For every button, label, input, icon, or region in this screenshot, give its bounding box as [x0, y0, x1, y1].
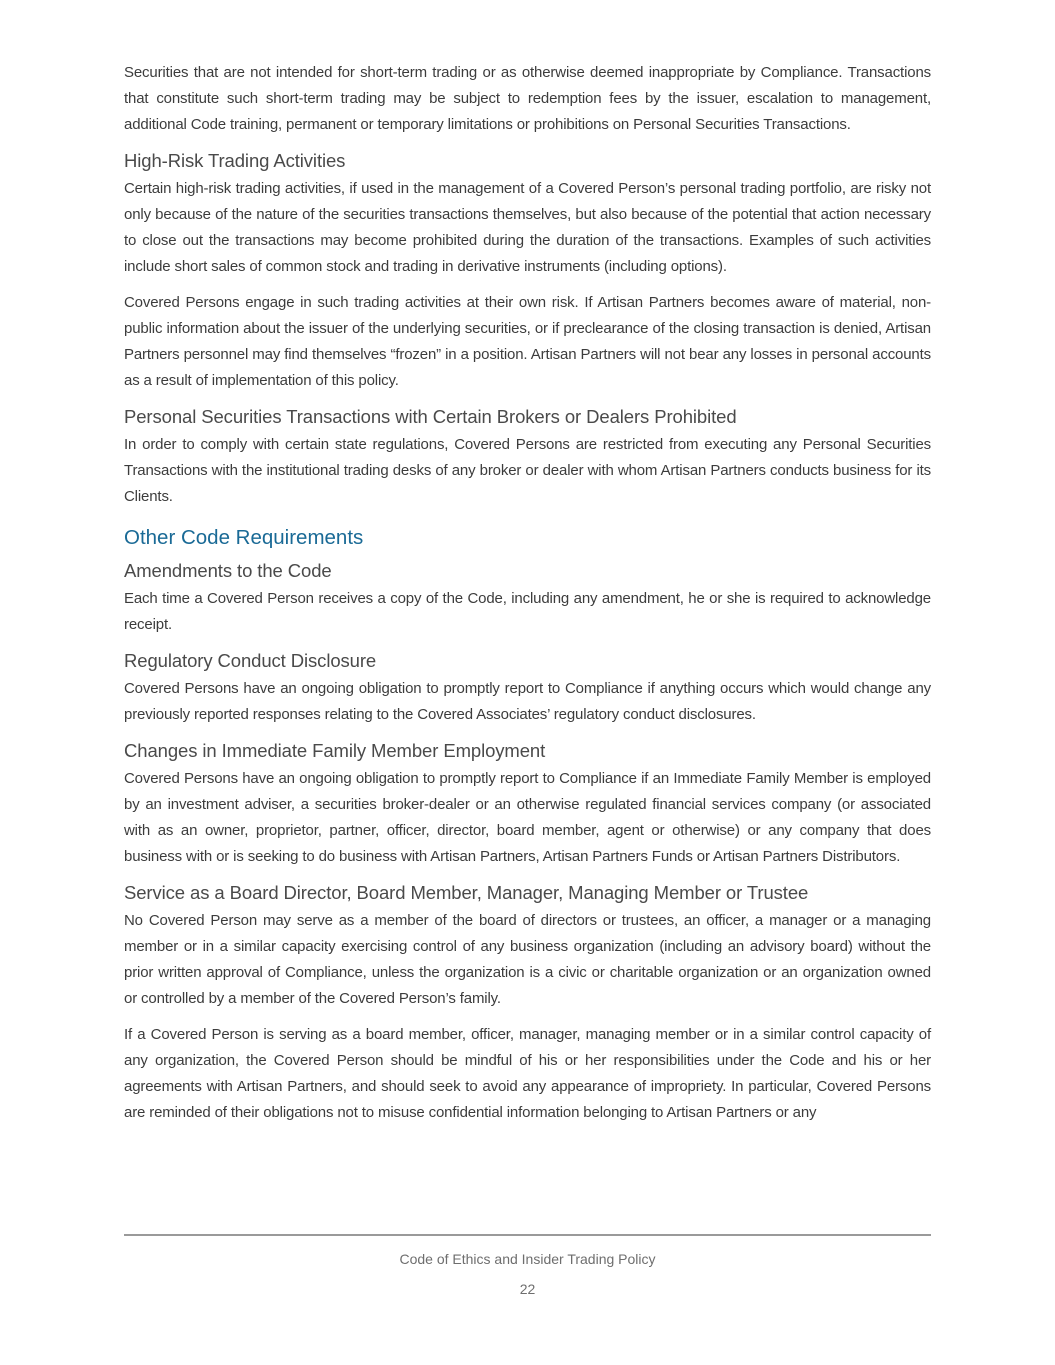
paragraph-intro: Securities that are not intended for short-term trading or as otherwise deemed inappropriate by Compliance. Transactions that constitute such short-term trading may be subject to redemption fees by the issuer, escalation to management, additional Code training, permanent or temporary limitations or prohibitions on Personal Securities Transactions.: [124, 64, 931, 133]
heading-family-employment: Changes in Immediate Family Member Employment: [124, 740, 546, 761]
document-body: [124, 60, 931, 1136]
paragraph-regulatory-disclosure: Covered Persons have an ongoing obligation to promptly report to Compliance if anything occurs which would change any previously reported responses relating to the Covered Associates’ regulatory conduct disclosures.: [124, 680, 931, 723]
footer-divider: [124, 1234, 931, 1236]
heading-brokers-dealers: Personal Securities Transactions with Certain Brokers or Dealers Prohibited: [124, 406, 737, 427]
paragraph-board-service-2: If a Covered Person is serving as a board member, officer, manager, managing member or in a similar control capacity of any organization, the Covered Person should be mindful of his or her responsibilities under the Code and his or her agreements with Artisan Partners, and should seek to avoid any appearance of impropriety. In particular, Covered Persons are reminded of their obligations not to misuse confidential information belonging to Artisan Partners or any: [124, 1026, 931, 1121]
section-title-other-code-requirements: Other Code Requirements: [124, 526, 364, 549]
heading-high-risk-trading: High-Risk Trading Activities: [124, 150, 346, 171]
footer-document-title: Code of Ethics and Insider Trading Policy: [399, 1251, 656, 1267]
heading-amendments: Amendments to the Code: [124, 560, 332, 581]
heading-board-service: Service as a Board Director, Board Member, Manager, Managing Member or Trustee: [124, 882, 809, 903]
paragraph-high-risk-1: Certain high-risk trading activities, if used in the management of a Covered Person’s personal trading portfolio, are risky not only because of the nature of the securities transactions themselves, but also because of the potential that action necessary to close out the transactions may become prohibited during the duration of the transactions. Examples of such activities include short sales of common stock and trading in derivative instruments (including options).: [124, 180, 931, 275]
paragraph-brokers-dealers: In order to comply with certain state regulations, Covered Persons are restricted from executing any Personal Securities Transactions with the institutional trading desks of any broker or dealer with whom Artisan Partners conducts business for its Clients.: [124, 436, 931, 505]
heading-regulatory-disclosure: Regulatory Conduct Disclosure: [124, 650, 377, 671]
paragraph-board-service-1: No Covered Person may serve as a member of the board of directors or trustees, an officer, a manager or a managing member or in a similar capacity exercising control of any business organization (including an advisory board) without the prior written approval of Compliance, unless the organization is a civic or charitable organization or an organization owned or controlled by a member of the Covered Person’s family.: [124, 912, 931, 1007]
footer-page-number: 22: [519, 1281, 536, 1297]
paragraph-high-risk-2: Covered Persons engage in such trading activities at their own risk. If Artisan Partners becomes aware of material, non-public information about the issuer of the underlying securities, or if preclearance of the closing transaction is denied, Artisan Partners personnel may find themselves “frozen” in a position. Artisan Partners will not bear any losses in personal accounts as a result of implementation of this policy.: [124, 294, 931, 389]
paragraph-amendments: Each time a Covered Person receives a copy of the Code, including any amendment, he or she is required to acknowledge receipt.: [124, 590, 931, 633]
paragraph-family-employment: Covered Persons have an ongoing obligation to promptly report to Compliance if an Immediate Family Member is employed by an investment adviser, a securities broker-dealer or an otherwise regulated financial services company (or associated with as an owner, proprietor, partner, officer, director, board member, agent or otherwise) or any company that does business with or is seeking to do business with Artisan Partners, Artisan Partners Funds or Artisan Partners Distributors.: [124, 770, 931, 865]
